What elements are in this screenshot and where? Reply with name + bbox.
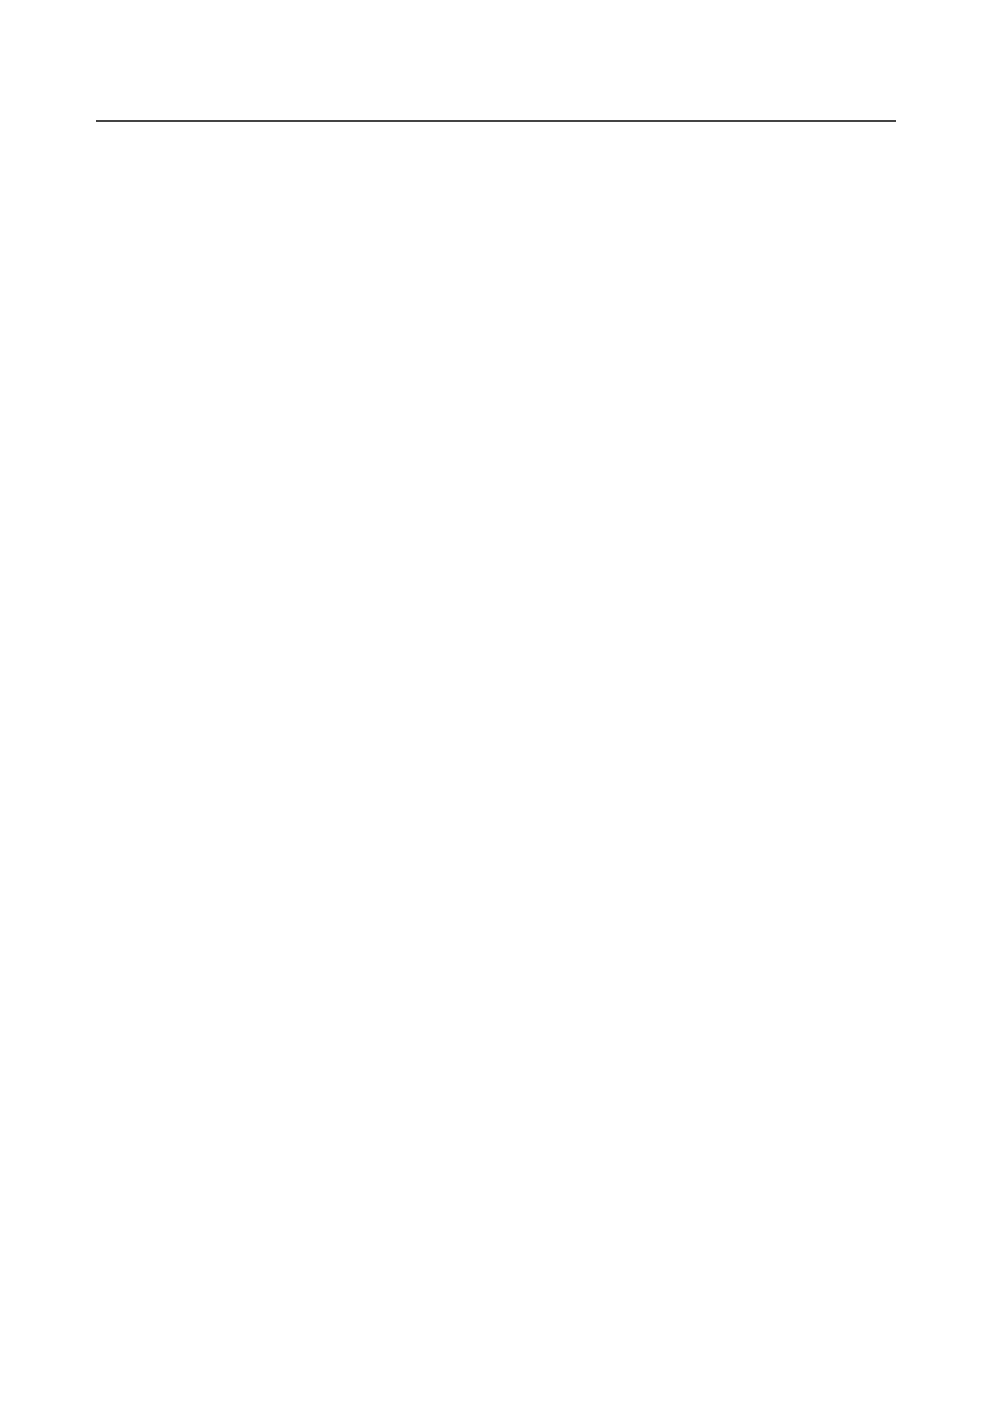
law-table xyxy=(96,120,896,122)
